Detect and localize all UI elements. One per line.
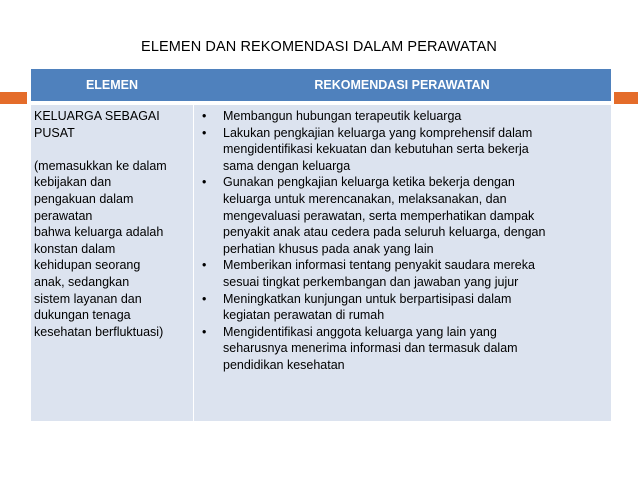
header-recommendation: REKOMENDASI PERAWATAN [314,78,490,92]
recommendation-line: pendidikan kesehatan [223,357,345,372]
element-desc-line: dukungan tenaga [34,308,131,323]
recommendation-line: mengevaluasi perawatan, serta memperhatikan dampak [223,208,535,223]
element-desc-line: perawatan [34,208,93,223]
element-desc-line: pengakuan dalam [34,191,134,206]
recommendation-line: perhatian khusus pada anak yang lain [223,241,434,256]
bullet-marker: • [202,324,207,339]
element-desc-line: bahwa keluarga adalah [34,225,164,240]
recommendation-item [201,257,609,290]
recommendation-line: Lakukan pengkajian keluarga yang komprehensif dalam [223,125,533,140]
element-desc-line: anak, sedangkan [34,274,130,289]
paragraph-gap [34,141,190,158]
bullet-marker: • [202,291,207,306]
recommendation-line: sesuai tingkat perkembangan dan jawaban yang jujur [223,274,519,289]
recommendation-table [31,69,611,421]
recommendation-line: penyakit anak atau cedera pada seluruh keluarga, dengan [223,225,546,240]
recommendation-item [201,174,609,257]
element-desc-line: konstan dalam [34,241,116,256]
recommendation-item [201,324,609,374]
accent-bar-right [614,92,638,104]
element-desc-line: kesehatan berfluktuasi) [34,324,164,339]
header-element: ELEMEN [85,78,139,92]
bullet-marker: • [202,125,207,140]
recommendation-line: seharusnya menerima informasi dan termasuk dalam [223,341,518,356]
recommendation-line: sama dengan keluarga [223,158,351,173]
recommendation-item [201,291,609,324]
slide-title: ELEMEN DAN REKOMENDASI DALAM PERAWATAN [141,39,497,55]
element-title-line: PUSAT [34,125,75,140]
element-cell [34,108,190,340]
recommendation-list [201,108,609,374]
accent-bar-left [0,92,27,104]
recommendation-line: Mengidentifikasi anggota keluarga yang lain yang [223,324,497,339]
table-header-row [31,69,611,103]
recommendation-line: keluarga untuk merencanakan, melaksanakan, dan [223,191,507,206]
recommendation-line: Membangun hubungan terapeutik keluarga [223,109,462,123]
element-desc-line: kebijakan dan [34,175,112,190]
recommendation-line: Memberikan informasi tentang penyakit saudara mereka [223,258,535,273]
element-desc-line: kehidupan seorang [34,258,141,273]
element-desc-line: sistem layanan dan [34,291,142,306]
bullet-marker: • [202,175,207,190]
recommendation-line: Gunakan pengkajian keluarga ketika bekerja dengan [223,175,515,190]
recommendation-line: kegiatan perawatan di rumah [223,308,385,323]
recommendation-line: mengidentifikasi kekuatan dan kebutuhan serta bekerja [223,142,529,157]
element-title-line: KELUARGA SEBAGAI [34,109,160,123]
bullet-marker: • [202,258,207,273]
recommendation-item [201,108,609,125]
element-desc-line: (memasukkan ke dalam [34,158,167,173]
recommendation-item [201,125,609,175]
bullet-marker: • [202,109,207,123]
recommendation-line: Meningkatkan kunjungan untuk berpartisipasi dalam [223,291,512,306]
column-divider [193,105,194,421]
